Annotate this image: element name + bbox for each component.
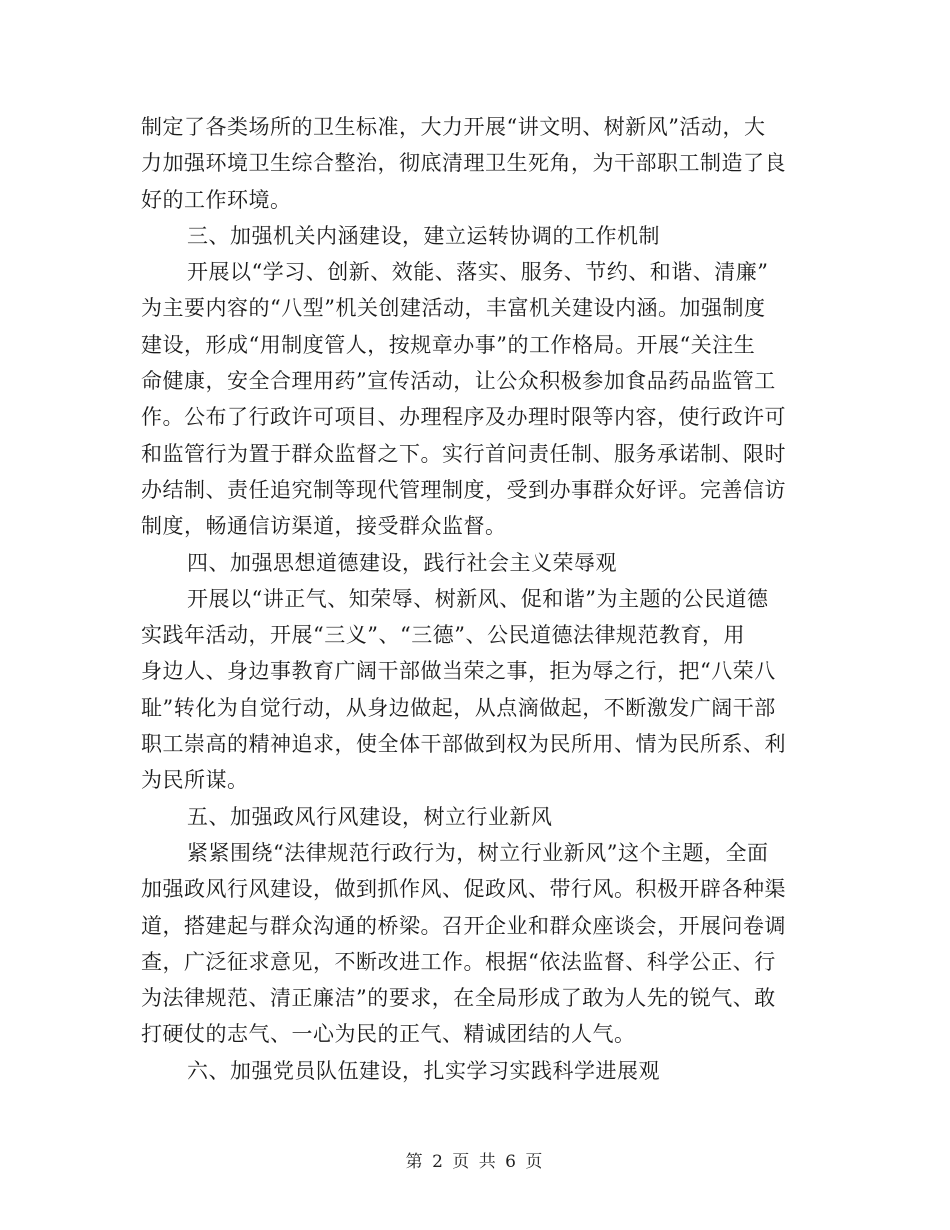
paragraph-line: 为民所谋。 [141,768,249,793]
paragraph-line: 道，搭建起与群众沟通的桥梁。召开企业和群众座谈会，开展问卷调 [141,913,786,938]
section-heading: 四、加强思想道德建设，践行社会主义荣辱观 [187,550,617,575]
paragraph-line: 为法律规范、清正廉洁”的要求，在全局形成了敢为人先的锐气、敢 [141,986,776,1011]
paragraph-line: 打硬仗的志气、一心为民的正气、精诚团结的人气。 [141,1022,636,1047]
paragraph-line: 职工崇高的精神追求，使全体干部做到权为民所用、情为民所系、利 [141,732,786,757]
paragraph-line: 开展以“学习、创新、效能、落实、服务、节约、和谐、清廉” [187,260,769,285]
paragraph-line: 制度，畅通信访渠道，接受群众监督。 [141,514,507,539]
section-heading: 五、加强政风行风建设，树立行业新风 [187,804,553,829]
paragraph-line: 开展以“讲正气、知荣辱、树新风、促和谐”为主题的公民道德 [187,586,769,611]
document-body [141,109,801,1089]
paragraph-line: 身边人、身边事教育广阔干部做当荣之事，拒为辱之行，把“八荣八 [141,659,776,684]
page-footer: 第 2 页 共 6 页 [405,1152,545,1172]
paragraph-line: 查，广泛征求意见，不断改进工作。根据“依法监督、科学公正、行 [141,949,776,974]
paragraph-line: 紧紧围绕“法律规范行政行为，树立行业新风”这个主题，全面 [187,840,769,865]
paragraph-line: 办结制、责任追究制等现代管理制度，受到办事群众好评。完善信访 [141,477,786,502]
section-heading: 三、加强机关内涵建设，建立运转协调的工作机制 [187,223,660,248]
paragraph-line: 实践年活动，开展“三义”、“三德”、公民道德法律规范教育，用 [141,623,745,648]
paragraph-line: 耻”转化为自觉行动，从身边做起，从点滴做起，不断激发广阔干部 [141,695,776,720]
paragraph-line: 制定了各类场所的卫生标准，大力开展“讲文明、树新风”活动，大 [141,115,766,139]
paragraph-line: 力加强环境卫生综合整治，彻底清理卫生死角，为干部职工制造了良 [141,151,786,176]
paragraph-line: 和监管行为置于群众监督之下。实行首问责任制、服务承诺制、限时 [141,441,786,466]
paragraph-line: 命健康，安全合理用药”宣传活动，让公众积极参加食品药品监管工 [141,369,776,394]
paragraph-line: 好的工作环境。 [141,187,292,212]
paragraph-line: 为主要内容的“八型”机关创建活动，丰富机关建设内涵。加强制度 [141,296,766,321]
paragraph-line: 建设，形成“用制度管人，按规章办事”的工作格局。开展“关注生 [141,332,756,357]
paragraph-line: 作。公布了行政许可项目、办理程序及办理时限等内容，使行政许可 [141,405,786,430]
paragraph-line: 加强政风行风建设，做到抓作风、促政风、带行风。积极开辟各种渠 [141,877,786,902]
section-heading: 六、加强党员队伍建设，扎实学习实践科学进展观 [187,1058,660,1083]
